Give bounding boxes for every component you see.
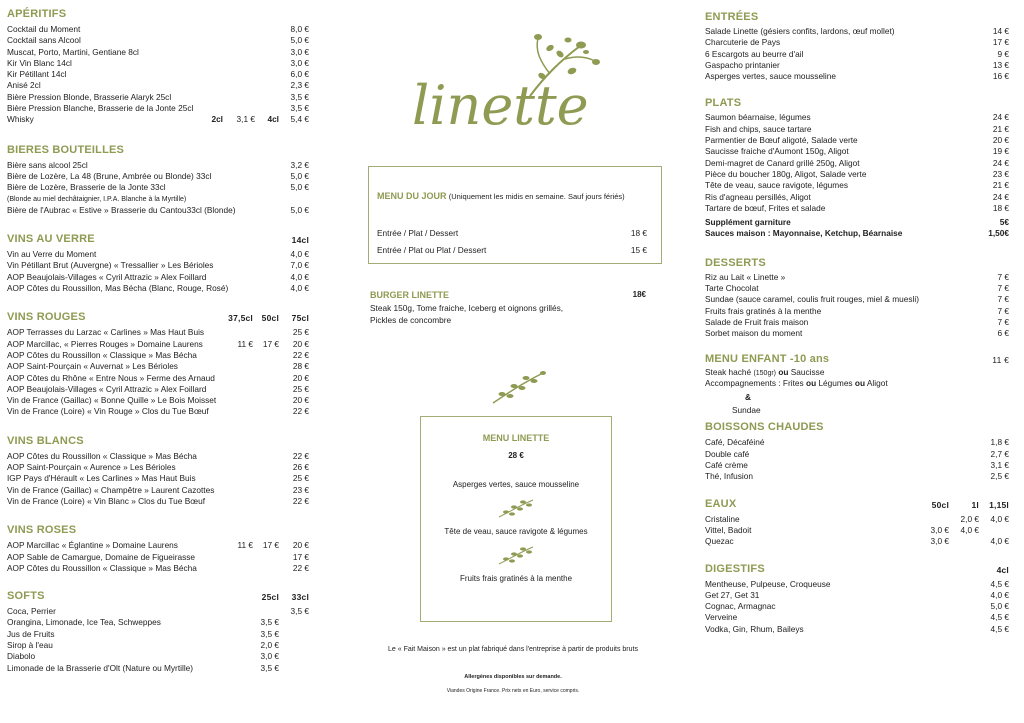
menu-row: Vin de France (Gaillac) « Champêtre » Laurent Cazottes 23 € [7,484,309,495]
menu-row: Bière de Lozère, La 48 (Brune, Ambrée ou Blonde) 33cl 5,0 € [7,170,309,181]
menu-row: Thé, Infusion 2,5 € [705,471,1009,482]
menu-row: Sirop à l'eau 2,0 € [7,639,279,650]
menu-row: Vittel, Badoit 3,0 € 4,0 € [705,524,979,535]
menu-row: Steak haché (150gr) ou Saucisse [705,366,825,377]
vins-verre-section: VINS AU VERRE 14cl Vin au Verre du Moment 4,0 € Vin Pétillant Brut (Auvergne) « Tressallier » Les Bérioles 7,0 € AOP Beaujolais-Villages « Cyril Attrazic » Alex Foillard 4,0 € AOP Côtes du Roussillon, Mas Bécha (Blanc, Rouge, Rosé) 4,0 € [7,233,309,294]
section-title: EAUX [705,497,737,510]
menu-row: Kir Vin Blanc 14cl 3,0 € [7,57,309,68]
menu-row: Charcuterie de Pays 17 € [705,37,1009,48]
menu-row: Diabolo 3,0 € [7,651,279,662]
menu-row: Ris d'agneau persillés, Aligot 24 € [705,191,1009,202]
menu-row: AOP Saint-Pourçain « Auvernat » Les Bérioles 28 € [7,361,309,372]
supplement-row: Supplément garniture 5€ [705,217,1009,228]
whisky-row: Whisky 2cl 3,1 € 4cl 5,4 € [7,114,309,125]
menu-row: Vin Pétillant Brut (Auvergne) « Tressallier » Les Bérioles 7,0 € [7,260,309,271]
menu-row: AOP Côtes du Rhône « Entre Nous » Ferme des Arnaud 20 € [7,372,309,383]
menu-row: Fruits frais gratinés à la menthe 7 € [705,305,1009,316]
section-title: DESSERTS [705,256,766,269]
menu-enfant-section: MENU ENFANT -10 ans 11 € Steak haché (150gr) ou Saucisse Accompagnements : Frites ou Légumes ou Aligot & Sundae [705,352,1009,416]
menu-row: IGP Pays d'Hérault « Les Carlines » Mas Haut Buis 25 € [7,473,309,484]
menu-row: Muscat, Porto, Martini, Gentiane 8cl 3,0 € [7,46,309,57]
menu-row: AOP Marcillac, « Pierres Rouges » Domaine Laurens 11 € 17 € 20 € [7,338,309,349]
menu-row: Tartare de bœuf, Frites et salade 18 € [705,202,1009,213]
menu-row: Salade de Fruit frais maison 7 € [705,316,1009,327]
section-title: APÉRITIFS [7,8,67,20]
menu-row: Saumon béarnaise, légumes 24 € [705,112,1009,123]
section-title: VINS ROUGES [7,311,86,324]
sprig-icon [496,497,536,521]
menu-row: Vin de France (Loire) « Vin Blanc » Clos du Tue Bœuf 22 € [7,495,309,506]
aperitifs-section [7,5,309,126]
menu-row: AOP Sable de Camargue, Domaine de Figueirasse 17 € [7,551,309,562]
right-column [705,0,1009,635]
allergenes-note: Allergènes disponibles sur demande. [464,674,562,680]
entrees-section [705,8,1009,82]
menu-row: Parmentier de Bœuf aligoté, Salade verte 20 € [705,135,1009,146]
section-title: VINS AU VERRE [7,233,95,246]
menu-row: Cocktail du Moment 8,0 € [7,24,309,34]
menu-row: Mentheuse, Pulpeuse, Croqueuse 4,5 € [705,578,1009,589]
menu-row: Cocktail sans Alcool 5,0 € [7,35,309,46]
menu-row: Salade Linette (gésiers confits, lardons, œuf mollet) 14 € [705,26,1009,36]
menu-row: Demi-magret de Canard grillé 250g, Aligot 24 € [705,157,1009,168]
menu-row: AOP Côtes du Roussillon « Classique » Mas Bécha 22 € [7,349,309,360]
menu-row: Vodka, Gin, Rhum, Baileys 4,5 € [705,623,1009,634]
vins-rouges-section: VINS ROUGES 37,5cl 50cl 75cl AOP Terrasses du Larzac « Carlines » Mas Haut Buis 25 € AOP Marcillac, « Pierres Rouges » Domaine Laurens 11 € 17 € 20 € AOP Côtes du Roussillon « Classique » Mas Bécha 22 € AOP Saint-Pourçain « Auvernat » Les Bérioles 28 € AOP Côtes du Rhône « Entre Nous » Ferme des Arnaud 20 € AOP Beaujolais-Villages « Cyril Attrazic » Alex Foillard 25 € Vin de France (Gaillac) « Bonne Quille » Le Bois Moisset 20 € Vin de France (Loire) « Vin Rouge » Clos du Tue Bœuf 22 € [7,311,309,417]
menu-row: Entrée / Plat / Dessert 18 € [377,228,647,238]
menu-row: (Blonde au miel dechâtaignier, I.P.A. Blanche à la Myrtille) [7,195,187,203]
menu-row: AOP Saint-Pourçain « Aurence » Les Bérioles 26 € [7,462,309,473]
section-title: VINS ROSES [7,524,77,537]
menu-row: Vin de France (Loire) « Vin Rouge » Clos du Tue Bœuf 22 € [7,406,309,417]
menu-row: Orangina, Limonade, Ice Tea, Schweppes 3,5 € [7,617,279,628]
menu-row: Café, Décaféiné 1,8 € [705,437,1009,448]
section-title: BOISSONS CHAUDES [705,421,824,434]
boissons-section [705,418,1009,482]
linette-logo [410,26,620,136]
section-title: ENTRÉES [705,11,759,23]
section-title: VINS BLANCS [7,434,84,447]
sprig-icon [488,368,548,408]
menu-row: Kir Pétillant 14cl 6,0 € [7,69,309,80]
menu-row: Double café 2,7 € [705,448,1009,459]
menu-row: 6 Escargots au beurre d'ail 9 € [705,48,1009,59]
menu-row: Verveine 4,5 € [705,612,1009,623]
menu-row: Bière Pression Blonde, Brasserie Alaryk 25cl 3,5 € [7,91,309,102]
menu-row: AOP Beaujolais-Villages « Cyril Attrazic » Alex Foillard 25 € [7,383,309,394]
left-column [7,0,309,674]
menu-du-jour-box: MENU DU JOUR (Uniquement les midis en semaine. Sauf jours fériés) Entrée / Plat / Dessert 18 € Entrée / Plat ou Plat / Dessert 15 € [368,166,662,264]
brand-wordmark: linette [412,74,589,136]
menu-row: Gaspacho printanier 13 € [705,59,1009,70]
menu-row: Bière Pression Blanche, Brasserie de la Jonte 25cl 3,5 € [7,103,309,114]
section-title: PLATS [705,97,742,110]
menu-row: Limonade de la Brasserie d'Olt (Nature ou Myrtille) 3,5 € [7,662,279,673]
vins-roses-section [7,521,309,574]
menu-row: Anisé 2cl 2,3 € [7,80,309,91]
menu-row: Saucisse fraiche d'Aumont 150g, Aligot 19 € [705,146,1009,157]
menu-row: Bière sans alcool 25cl 3,2 € [7,159,309,170]
menu-linette-box: MENU LINETTE 28 € Asperges vertes, sauce mousseline Tête de veau, sauce ravigote & légumes Fruits frais gratinés à la menthe [420,416,612,622]
menu-row: AOP Beaujolais-Villages « Cyril Attrazic » Alex Foillard 4,0 € [7,271,309,282]
menu-row: Cognac, Armagnac 5,0 € [705,601,1009,612]
menu-row: AOP Terrasses du Larzac « Carlines » Mas Haut Buis 25 € [7,327,309,338]
eaux-section: EAUX 50cl 1l 1,15l Cristaline 2,0 € 4,0 € Vittel, Badoit 3,0 € 4,0 € Quezac 3,0 € 4,0 € [705,497,1009,547]
menu-row: AOP Côtes du Roussillon « Classique » Mas Bécha 22 € [7,562,309,573]
sprig-icon [496,544,536,568]
menu-row: Jus de Fruits 3,5 € [7,628,279,639]
sauces-row: Sauces maison : Mayonnaise, Ketchup, Béarnaise 1,50€ [705,228,1009,239]
desserts-section [705,254,1009,340]
menu-row: Sorbet maison du moment 6 € [705,328,1009,339]
menu-row: Café crème 3,1 € [705,460,1009,471]
menu-row: Quezac 3,0 € 4,0 € [705,536,1009,547]
menu-row: Fish and chips, sauce tartare 21 € [705,123,1009,134]
section-title: MENU ENFANT -10 ans [705,352,830,365]
section-title: SOFTS [7,590,45,603]
menu-row: Asperges vertes, sauce mousseline 16 € [705,71,1009,82]
menu-row: Bière de Lozère, Brasserie de la Jonte 33cl 5,0 € [7,182,309,193]
menu-row: Pièce du boucher 180g, Aligot, Salade verte 23 € [705,168,1009,179]
section-title: BIERES BOUTEILLES [7,143,125,156]
vins-blancs-section [7,432,309,507]
menu-row: Get 27, Get 31 4,0 € [705,589,1009,600]
menu-row: Coca, Perrier 3,5 € [7,606,309,617]
menu-row: Cristaline 2,0 € 4,0 € [705,513,1009,524]
menu-row: AOP Côtes du Roussillon, Mas Bécha (Blanc, Rouge, Rosé) 4,0 € [7,283,309,294]
burger-section: BURGER LINETTE 18€ Steak 150g, Tome fraiche, Iceberg et oignons grillés, Pickles de concombre [370,290,646,325]
menu-row: Vin au Verre du Moment 4,0 € [7,249,309,260]
fait-maison-note: Le « Fait Maison » est un plat fabriqué dans l'entreprise à partir de produits bruts [388,646,638,653]
menu-row: Riz au Lait « Linette » 7 € [705,271,1009,282]
section-title: DIGESTIFS [705,562,765,575]
menu-row: Accompagnements : Frites ou Légumes ou Aligot [705,377,888,388]
menu-row: Vin de France (Gaillac) « Bonne Quille » Le Bois Moisset 20 € [7,395,309,406]
digestifs-section: DIGESTIFS 4cl Mentheuse, Pulpeuse, Croqueuse 4,5 € Get 27, Get 31 4,0 € Cognac, Armagnac 5,0 € Verveine 4,5 € Vodka, Gin, Rhum, Baileys 4,5 € [705,562,1009,634]
menu-row: Entrée / Plat ou Plat / Dessert 15 € [377,245,647,255]
menu-row: Tête de veau, sauce ravigote, légumes 21 € [705,180,1009,191]
menu-row: Sundae (sauce caramel, coulis fruit rouges, miel & muesli) 7 € [705,294,1009,305]
menu-row: AOP Marcillac « Églantine » Domaine Laurens 11 € 17 € 20 € [7,540,309,551]
viandes-note: Viandes Origine France. Prix nets en Euro, service compris. [446,688,580,694]
menu-row: AOP Côtes du Roussillon « Classique » Mas Bécha 22 € [7,450,309,461]
menu-row: Bière de l'Aubrac « Estive » Brasserie du Cantou33cl (Blonde) 5,0 € [7,204,309,215]
plats-section [705,94,1009,239]
bieres-section [7,141,309,216]
softs-section: SOFTS 25cl 33cl Coca, Perrier 3,5 € Orangina, Limonade, Ice Tea, Schweppes 3,5 € Jus de Fruits 3,5 € Sirop à l'eau 2,0 € Diabolo 3,0 € Limonade de la Brasserie d'Olt (Nature ou Myrtille) 3,5 € [7,590,309,673]
menu-row: Tarte Chocolat 7 € [705,283,1009,294]
